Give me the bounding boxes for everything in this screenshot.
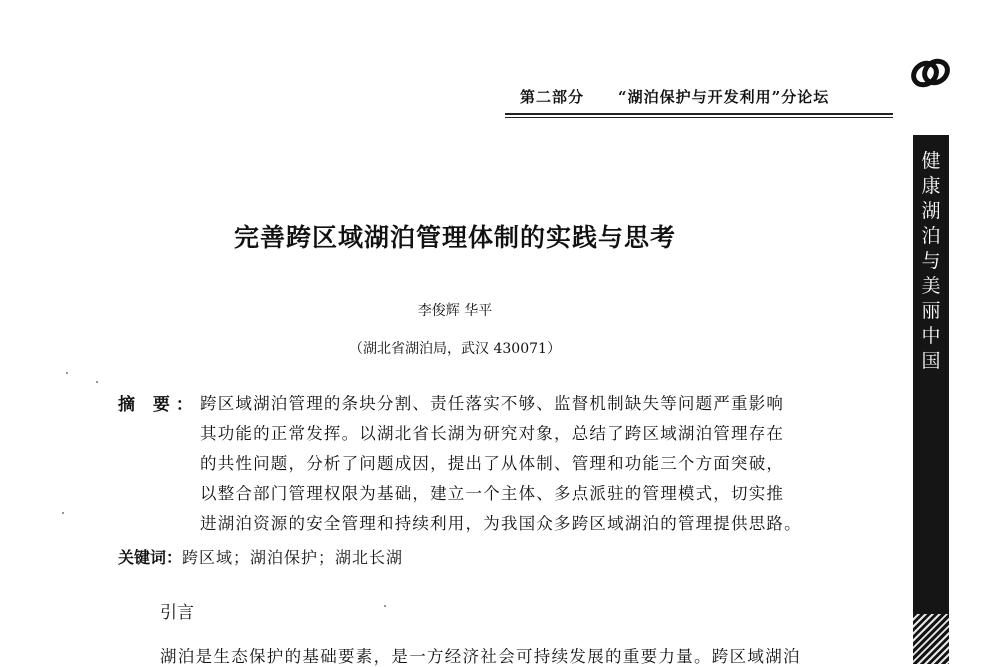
article-affiliation: （湖北省湖泊局，武汉 430071） — [349, 341, 561, 357]
sidebar-title — [913, 149, 949, 374]
sidebar-char: 康 — [921, 175, 941, 197]
keywords-text: 跨区域；湖泊保护；湖北长湖 — [182, 548, 404, 567]
running-header — [520, 86, 890, 107]
section-heading: 引言 — [160, 603, 194, 623]
header-rule — [505, 113, 893, 115]
header-rule-thin — [505, 117, 893, 118]
keywords-label: 关键词： — [118, 548, 183, 567]
abstract-label: 摘 要： — [118, 395, 199, 415]
abstract-line: 以整合部门管理权限为基础，建立一个主体、多点派驻的管理模式，切实推 — [200, 484, 785, 503]
sidebar-char: 与 — [921, 250, 941, 272]
article-authors: 李俊辉 华平 — [417, 303, 493, 319]
sidebar-char: 泊 — [921, 225, 941, 247]
abstract-line: 其功能的正常发挥。以湖北省长湖为研究对象，总结了跨区域湖泊管理存在 — [200, 424, 785, 443]
abstract-line: 的共性问题，分析了问题成因，提出了从体制、管理和功能三个方面突破， — [200, 454, 785, 473]
sidebar-char: 中 — [921, 325, 941, 347]
sidebar-stripes — [913, 614, 949, 664]
header-forum: “湖泊保护与开发利用”分论坛 — [618, 88, 830, 106]
header-part: 第二部分 — [520, 88, 585, 106]
article-title: 完善跨区域湖泊管理体制的实践与思考 — [233, 223, 676, 252]
sidebar-char: 健 — [921, 150, 941, 172]
body-text-line: 湖泊是生态保护的基础要素，是一方经济社会可持续发展的重要力量。跨区域湖泊 — [160, 647, 801, 666]
sidebar-char: 国 — [921, 350, 941, 372]
keywords — [118, 545, 403, 568]
sidebar-char: 美 — [921, 275, 941, 297]
sidebar-band — [913, 135, 949, 664]
abstract-line: 跨区域湖泊管理的条块分割、责任落实不够、监督机制缺失等问题严重影响 — [200, 394, 785, 413]
sidebar-char: 丽 — [921, 300, 941, 322]
sidebar-char: 湖 — [921, 200, 941, 222]
double-loop-logo-icon — [906, 54, 956, 94]
abstract-line: 进湖泊资源的安全管理和持续利用，为我国众多跨区域湖泊的管理提供思路。 — [200, 514, 802, 533]
